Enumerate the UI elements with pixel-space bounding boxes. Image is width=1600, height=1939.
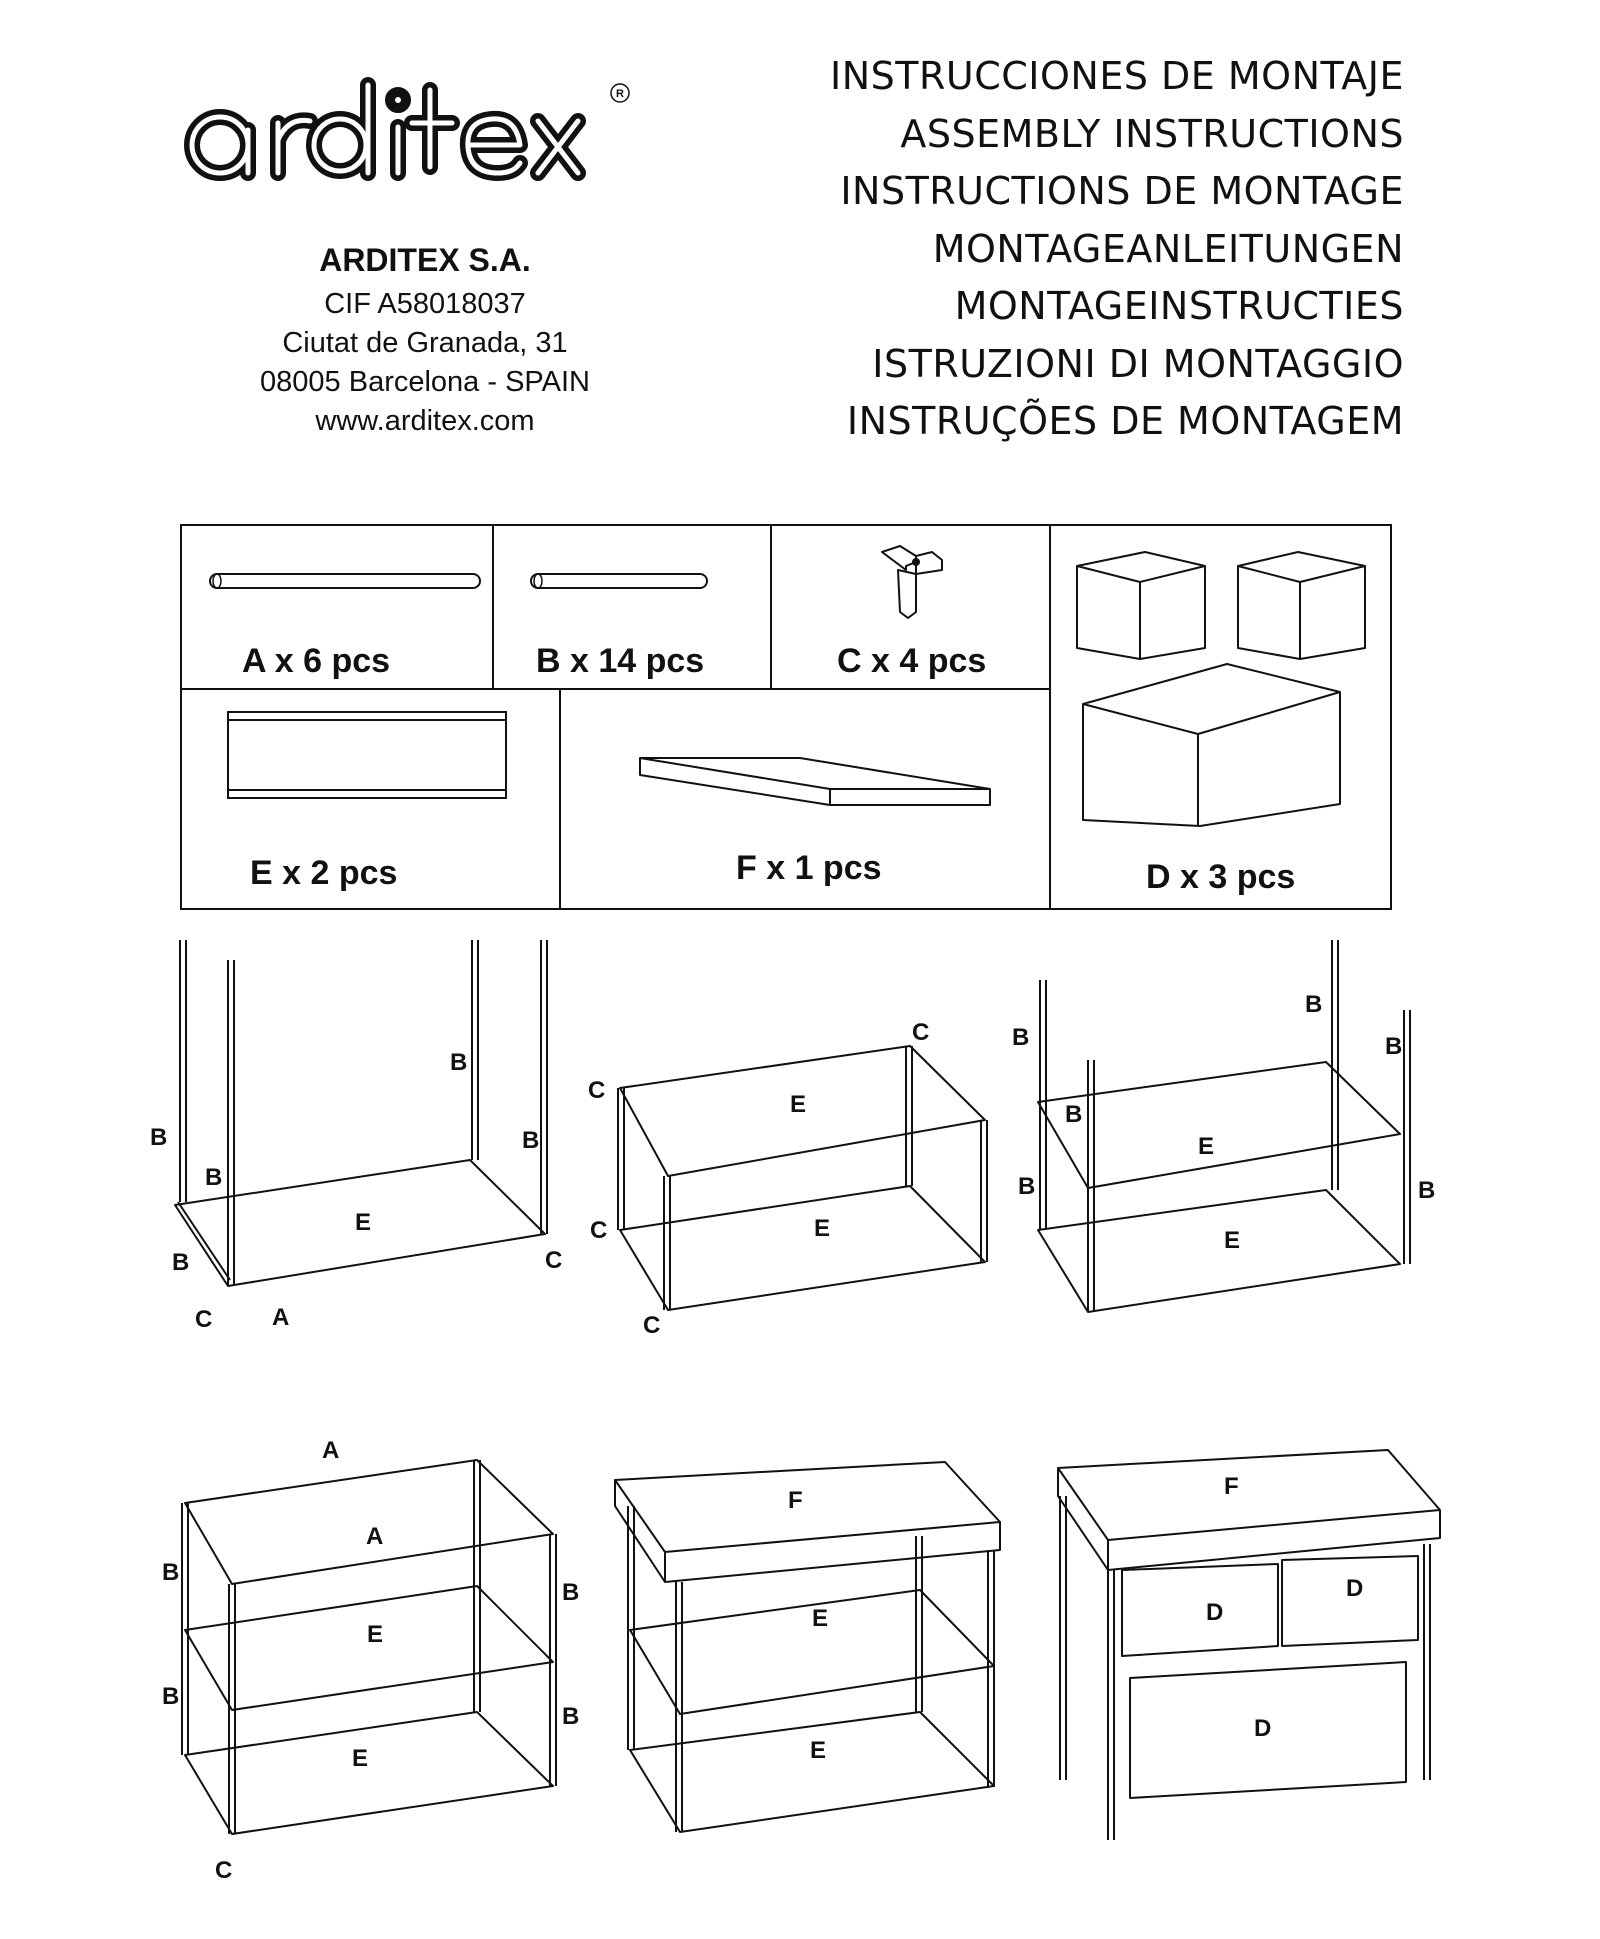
- step5-label-e2: E: [810, 1737, 827, 1764]
- step1-label-c2: C: [195, 1306, 213, 1333]
- company-street: Ciutat de Granada, 31: [282, 327, 568, 359]
- company-city: 08005 Barcelona - SPAIN: [260, 366, 590, 398]
- step1-label-a: A: [272, 1304, 290, 1331]
- step1-label-b1: B: [150, 1124, 168, 1151]
- step4-label-a1: A: [322, 1437, 340, 1464]
- parts-table: [180, 524, 1392, 910]
- title-fr: INSTRUCTIONS DE MONTAGE: [840, 169, 1404, 213]
- company-name: ARDITEX S.A.: [319, 242, 531, 278]
- step3-label-b5: B: [1018, 1173, 1036, 1200]
- step4-label-a2: A: [366, 1523, 384, 1550]
- step4-label-e1: E: [367, 1621, 384, 1648]
- step1-label-e: E: [355, 1209, 372, 1236]
- part-c-label: C x 4 pcs: [837, 642, 987, 680]
- step3-label-b1: B: [1012, 1024, 1030, 1051]
- title-pt: INSTRUÇÕES DE MONTAGEM: [846, 399, 1404, 443]
- step2-label-e2: E: [814, 1215, 831, 1242]
- title-it: ISTRUZIONI DI MONTAGGIO: [872, 341, 1404, 386]
- part-f-panel-icon: [640, 758, 990, 805]
- step3-label-b6: B: [1418, 1177, 1436, 1204]
- assembly-steps: [0, 940, 1600, 1939]
- company-website: www.arditex.com: [315, 405, 535, 437]
- step6-label-d2: D: [1346, 1575, 1364, 1602]
- step4-label-b1: B: [162, 1559, 180, 1586]
- part-f-label: F x 1 pcs: [736, 849, 882, 887]
- step4-label-c: C: [215, 1857, 233, 1884]
- step1-label-b5: B: [172, 1249, 190, 1276]
- title-es: INSTRUCCIONES DE MONTAJE: [830, 54, 1404, 98]
- step3-label-e1: E: [1198, 1133, 1215, 1160]
- part-e-label: E x 2 pcs: [250, 854, 398, 892]
- step2-label-c1: C: [588, 1077, 606, 1104]
- step-2-diagram: [618, 1046, 987, 1310]
- arditex-logo: [180, 45, 640, 215]
- part-b-rod-icon: [531, 574, 707, 588]
- step-3-diagram: [1038, 940, 1410, 1312]
- step5-label-f: F: [788, 1487, 803, 1514]
- step1-label-b2: B: [205, 1164, 223, 1191]
- step4-label-e2: E: [352, 1745, 369, 1772]
- step3-label-b2: B: [1305, 991, 1323, 1018]
- part-e-shelf-icon: [228, 712, 506, 798]
- step6-label-d1: D: [1206, 1599, 1224, 1626]
- step6-label-f: F: [1224, 1473, 1239, 1500]
- step6-label-d3: D: [1254, 1715, 1272, 1742]
- step3-label-e2: E: [1224, 1227, 1241, 1254]
- step-5-diagram: [615, 1462, 1000, 1832]
- part-a-label: A x 6 pcs: [242, 642, 391, 680]
- step1-label-b4: B: [522, 1127, 540, 1154]
- step2-label-c4: C: [643, 1312, 661, 1339]
- step2-label-c2: C: [912, 1019, 930, 1046]
- svg-text:R: R: [616, 88, 624, 100]
- step-6-diagram: [1058, 1450, 1440, 1840]
- step5-label-e1: E: [812, 1605, 829, 1632]
- title-nl: MONTAGEINSTRUCTIES: [954, 284, 1404, 328]
- company-cif: CIF A58018037: [324, 288, 526, 320]
- part-c-connector-icon: [882, 546, 942, 618]
- step1-label-c1: C: [545, 1247, 563, 1274]
- part-b-label: B x 14 pcs: [536, 642, 705, 680]
- step4-label-b4: B: [562, 1703, 580, 1730]
- step3-label-b4: B: [1065, 1101, 1083, 1128]
- step2-label-c3: C: [590, 1217, 608, 1244]
- step4-label-b3: B: [562, 1579, 580, 1606]
- step3-label-b3: B: [1385, 1033, 1403, 1060]
- title-de: MONTAGEANLEITUNGEN: [932, 226, 1404, 271]
- step4-label-b2: B: [162, 1683, 180, 1710]
- company-info: [200, 242, 650, 441]
- step1-label-b3: B: [450, 1049, 468, 1076]
- title-en: ASSEMBLY INSTRUCTIONS: [900, 111, 1404, 156]
- part-d-boxes-icon: [1077, 552, 1365, 826]
- part-a-rod-icon: [210, 574, 480, 588]
- step2-label-e1: E: [790, 1091, 807, 1118]
- part-d-label: D x 3 pcs: [1146, 858, 1296, 896]
- instruction-titles: [830, 48, 1404, 451]
